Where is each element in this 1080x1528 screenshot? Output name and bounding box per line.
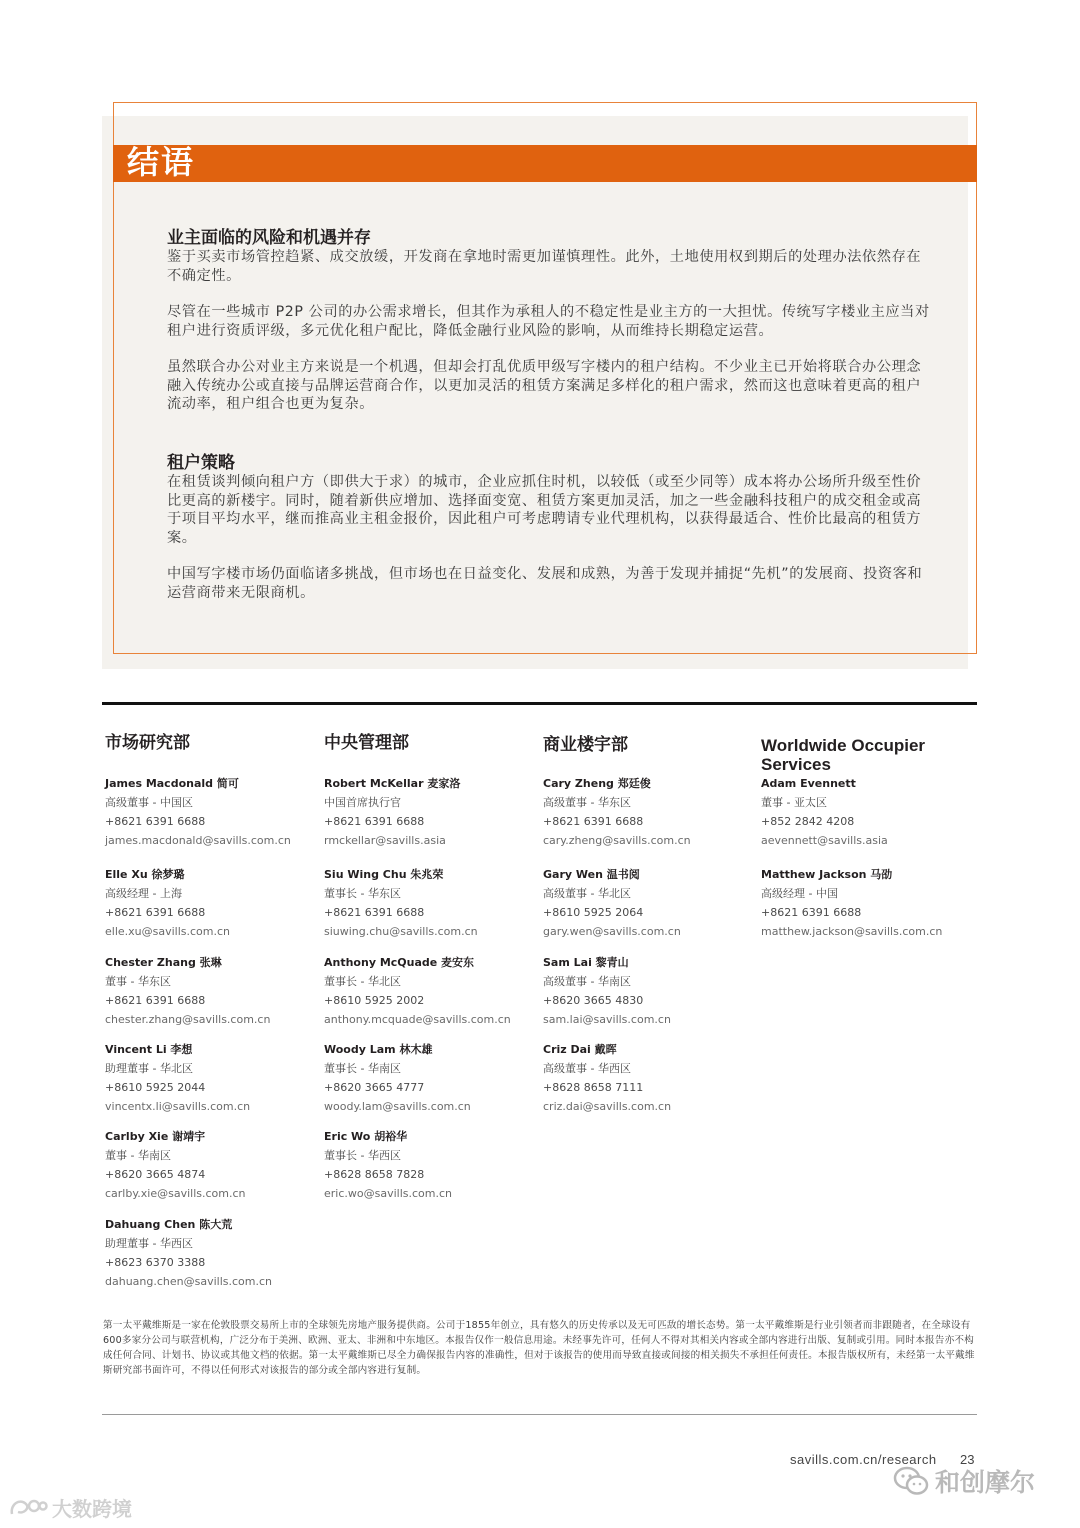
- contact-name: Anthony McQuade 麦安东: [324, 956, 475, 969]
- contact-name: Chester Zhang 张琳: [105, 956, 222, 969]
- conclusion-title-bar: [113, 145, 977, 182]
- contact-card: [324, 774, 534, 850]
- contact-title: 高级经理 - 中国: [761, 887, 838, 900]
- contact-title: 董事长 - 华西区: [324, 1149, 401, 1162]
- contact-phone: +8620 3665 4874: [105, 1168, 206, 1181]
- contact-phone: +8628 8658 7828: [324, 1168, 425, 1181]
- contact-email[interactable]: cary.zheng@savills.com.cn: [543, 834, 691, 847]
- contact-email[interactable]: criz.dai@savills.com.cn: [543, 1100, 672, 1113]
- contact-name: Eric Wo 胡裕华: [324, 1130, 408, 1143]
- column-title: Worldwide Occupier Services: [761, 736, 926, 774]
- contact-name: Carlby Xie 谢靖宇: [105, 1130, 206, 1143]
- footer-rule: [102, 1414, 977, 1415]
- contact-title: 高级董事 - 华北区: [543, 887, 631, 900]
- contact-phone: +852 2842 4208: [761, 815, 855, 828]
- disclaimer-text: 第一太平戴维斯是一家在伦敦股票交易所上市的全球领先房地产服务提供商。公司于1855年创立，具有悠久的历史传承以及无可匹敌的增长态势。第一太平戴维斯是行业引领者而非跟随者，在全球设有600多家分公司与联营机构，广泛分布于美洲、欧洲、亚太、非洲和中东地区。本报告仅作一般信息用途。未经事先许可，任何人不得对其相关内容或全部内容进行出版、复制或引用。同时本报告亦不构成任何合同、计划书、协议或其他文档的依据。第一太平戴维斯已尽全力确保报告内容的准确性，但对于该报告的使用而导致直接或间接的相关损失不承担任何责任。本报告版权所有，未经第一太平戴维斯研究部书面许可，不得以任何形式对该报告的部分或全部内容进行复制。: [103, 1320, 975, 1376]
- column-title: 商业楼宇部: [543, 735, 628, 755]
- contact-card: [105, 1127, 315, 1203]
- contact-card: [105, 774, 315, 850]
- contact-phone: +8610 5925 2044: [105, 1081, 206, 1094]
- watermark-left: [8, 1492, 132, 1522]
- contact-title: 董事 - 华东区: [105, 975, 171, 988]
- column-title: 市场研究部: [105, 733, 190, 753]
- contact-email[interactable]: chester.zhang@savills.com.cn: [105, 1013, 271, 1026]
- contact-name: Adam Evennett: [761, 777, 856, 790]
- contact-name: James Macdonald 简可: [105, 777, 239, 790]
- contact-phone: +8621 6391 6688: [105, 906, 206, 919]
- paragraph: 虽然联合办公对业主方来说是一个机遇，但却会打乱优质甲级写字楼内的租户结构。不少业主已开始将联合办公理念融入传统办公或直接与品牌运营商合作，以更加灵活的租赁方案满足多样化的租户需求，然而这也意味着更高的租户流动率，租户组合也更为复杂。: [167, 359, 922, 412]
- footer-url[interactable]: savills.com.cn/research: [790, 1452, 937, 1467]
- contact-name: Elle Xu 徐梦璐: [105, 868, 185, 881]
- contact-email[interactable]: aevennett@savills.asia: [761, 834, 888, 847]
- contact-phone: +8621 6391 6688: [105, 994, 206, 1007]
- contact-phone: +8621 6391 6688: [324, 906, 425, 919]
- contact-phone: +8620 3665 4777: [324, 1081, 425, 1094]
- contact-title: 董事 - 华南区: [105, 1149, 171, 1162]
- contact-email[interactable]: dahuang.chen@savills.com.cn: [105, 1275, 273, 1288]
- contact-card: [543, 774, 753, 850]
- section-heading: 业主面临的风险和机遇并存: [167, 228, 371, 248]
- contact-title: 董事长 - 华东区: [324, 887, 401, 900]
- brand-logo-icon: [8, 1494, 48, 1520]
- contact-card: [105, 865, 315, 941]
- section-tenant-strategy: [167, 453, 931, 602]
- contact-card: [105, 1215, 315, 1291]
- contact-name: Robert McKellar 麦家洛: [324, 777, 461, 790]
- contact-card: [543, 1040, 753, 1116]
- watermark-right: [893, 1463, 1035, 1499]
- contact-email[interactable]: sam.lai@savills.com.cn: [543, 1013, 671, 1026]
- contact-phone: +8621 6391 6688: [761, 906, 862, 919]
- contact-email[interactable]: matthew.jackson@savills.com.cn: [761, 925, 943, 938]
- contact-email[interactable]: siuwing.chu@savills.com.cn: [324, 925, 478, 938]
- section-heading: 租户策略: [167, 453, 235, 473]
- contact-column-occupier-services: [761, 736, 966, 938]
- contact-phone: +8623 6370 3388: [105, 1256, 206, 1269]
- contact-name: Criz Dai 戴晖: [543, 1043, 617, 1056]
- contact-name: Cary Zheng 郑廷俊: [543, 777, 651, 790]
- contact-title: 助理董事 - 华西区: [105, 1237, 193, 1250]
- contact-card: [543, 953, 753, 1029]
- contact-phone: +8621 6391 6688: [324, 815, 425, 828]
- contact-phone: +8621 6391 6688: [543, 815, 644, 828]
- contact-email[interactable]: rmckellar@savills.asia: [324, 834, 446, 847]
- contact-title: 助理董事 - 华北区: [105, 1062, 193, 1075]
- contact-title: 高级董事 - 华东区: [543, 796, 631, 809]
- contact-card: [105, 1040, 315, 1116]
- contact-email[interactable]: gary.wen@savills.com.cn: [543, 925, 681, 938]
- contact-title: 高级董事 - 华南区: [543, 975, 631, 988]
- contact-title: 中国首席执行官: [324, 796, 401, 809]
- contact-column-central-management: [324, 732, 534, 1200]
- contact-column-research: [105, 732, 315, 1288]
- contact-name: Vincent Li 李想: [105, 1043, 193, 1056]
- contact-title: 董事 - 亚太区: [761, 796, 827, 809]
- contact-email[interactable]: james.macdonald@savills.com.cn: [105, 834, 291, 847]
- contact-email[interactable]: vincentx.li@savills.com.cn: [105, 1100, 251, 1113]
- contact-title: 高级经理 - 上海: [105, 887, 182, 900]
- section-owner-risks: [167, 228, 931, 414]
- contact-email[interactable]: carlby.xie@savills.com.cn: [105, 1187, 246, 1200]
- contact-email[interactable]: eric.wo@savills.com.cn: [324, 1187, 453, 1200]
- contact-phone: +8621 6391 6688: [105, 815, 206, 828]
- contact-card: [324, 865, 534, 941]
- contact-card: [324, 953, 534, 1029]
- contact-email[interactable]: woody.lam@savills.com.cn: [324, 1100, 471, 1113]
- contact-name: Woody Lam 林木雄: [324, 1043, 433, 1056]
- contact-column-commercial: [543, 734, 753, 1113]
- paragraph: 鉴于买卖市场管控趋紧、成交放缓，开发商在拿地时需更加谨慎理性。此外，土地使用权到期后的处理办法依然存在不确定性。: [167, 249, 922, 284]
- conclusion-title: 结语: [127, 143, 196, 181]
- page-number: 23: [960, 1452, 975, 1467]
- contact-email[interactable]: anthony.mcquade@savills.com.cn: [324, 1013, 511, 1026]
- column-title: 中央管理部: [324, 733, 409, 753]
- contact-card: [761, 774, 971, 850]
- contact-title: 高级董事 - 中国区: [105, 796, 193, 809]
- contact-title: 高级董事 - 华西区: [543, 1062, 631, 1075]
- contacts-top-rule: [102, 702, 977, 705]
- paragraph: 在租赁谈判倾向租户方（即供大于求）的城市，企业应抓住时机，以较低（或至少同等）成本将办公场所升级至性价比更高的新楼宇。同时，随着新供应增加、选择面变宽、租赁方案更加灵活，加之一些金融科技租户的成交租金或高于项目平均水平，继而推高业主租金报价，因此租户可考虑聘请专业代理机构，以获得最适合、性价比最高的租赁方案。: [167, 474, 922, 546]
- contact-name: Matthew Jackson 马劭: [761, 868, 893, 881]
- paragraph: 中国写字楼市场仍面临诸多挑战，但市场也在日益变化、发展和成熟，为善于发现并捕捉“先机”的发展商、投资客和运营商带来无限商机。: [167, 566, 923, 601]
- chat-bubble-icon: [893, 1464, 929, 1498]
- contact-phone: +8610 5925 2002: [324, 994, 425, 1007]
- contact-card: [543, 865, 753, 941]
- contact-card: [324, 1040, 534, 1116]
- contact-email[interactable]: elle.xu@savills.com.cn: [105, 925, 231, 938]
- watermark-right-text: 和创摩尔: [935, 1468, 1036, 1497]
- paragraph: 尽管在一些城市 P2P 公司的办公需求增长，但其作为承租人的不稳定性是业主方的一大担忧。传统写字楼业主应当对租户进行资质评级，多元优化租户配比，降低金融行业风险的影响，从而维持长期稳定运营。: [167, 304, 930, 339]
- contact-name: Sam Lai 黎青山: [543, 956, 629, 969]
- watermark-left-text: 大数跨境: [52, 1496, 132, 1521]
- contact-card: [324, 1127, 534, 1203]
- contact-title: 董事长 - 华北区: [324, 975, 401, 988]
- contact-phone: +8610 5925 2064: [543, 906, 644, 919]
- contact-card: [761, 865, 971, 941]
- contact-phone: +8628 8658 7111: [543, 1081, 644, 1094]
- contact-name: Siu Wing Chu 朱兆荣: [324, 868, 444, 881]
- contact-name: Gary Wen 温书阅: [543, 868, 640, 881]
- contact-card: [105, 953, 315, 1029]
- contact-name: Dahuang Chen 陈大荒: [105, 1218, 233, 1231]
- contact-title: 董事长 - 华南区: [324, 1062, 401, 1075]
- contact-phone: +8620 3665 4830: [543, 994, 644, 1007]
